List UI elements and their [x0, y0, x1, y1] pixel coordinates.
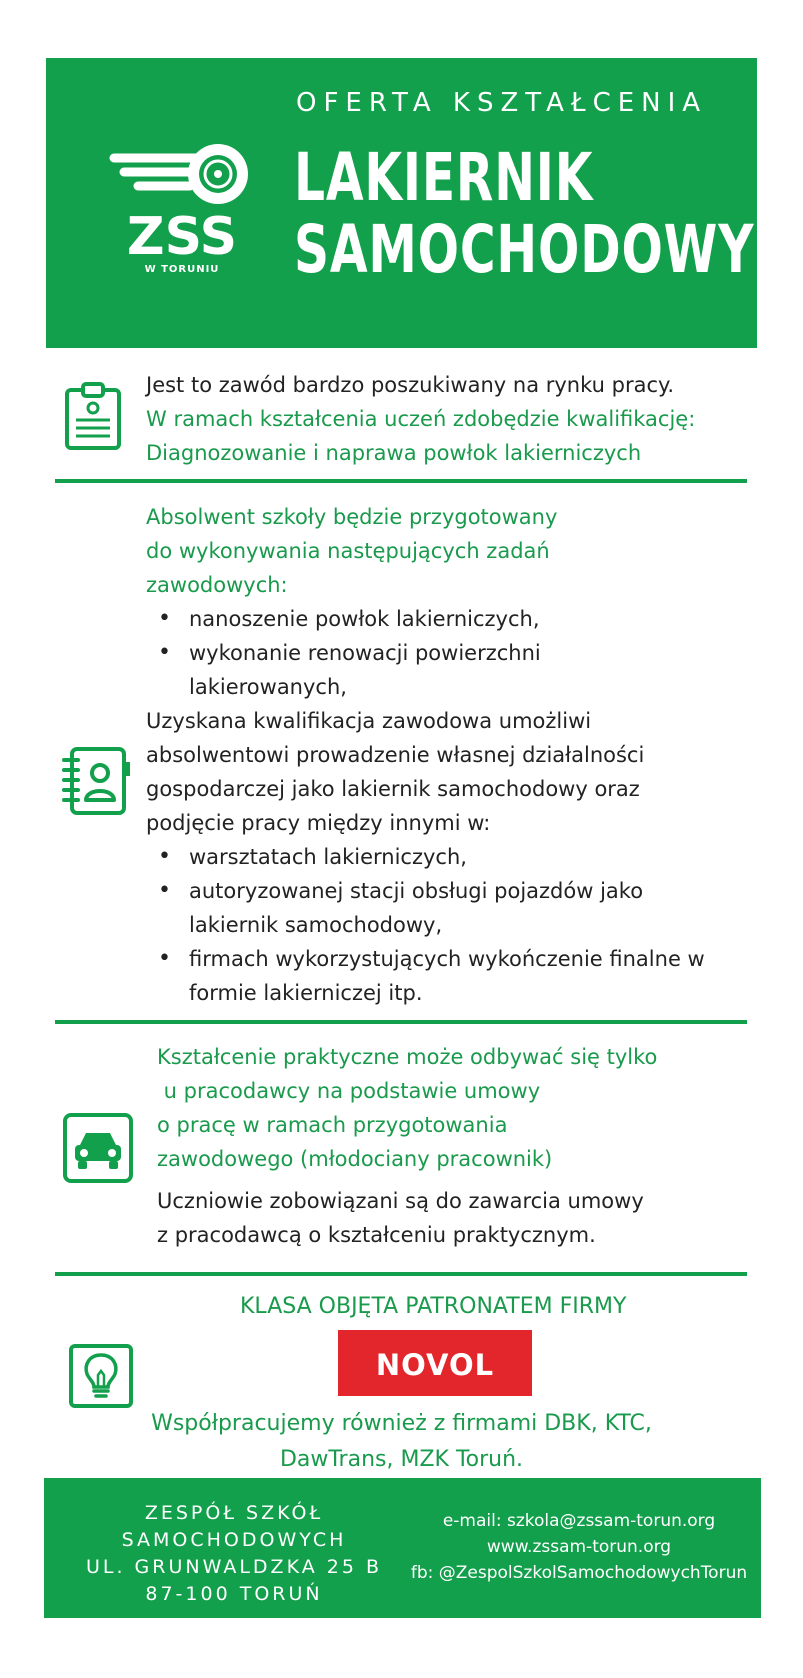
- practical-2: u pracodawcy na podstawie umowy: [157, 1079, 541, 1103]
- address-line: 87-100 TORUŃ: [145, 1583, 323, 1605]
- practical-1: Kształcenie praktyczne może odbywać się tylko: [157, 1045, 658, 1069]
- zss-logo: [106, 136, 256, 276]
- section-practical: [157, 1040, 657, 1252]
- qualification-para-2: absolwentowi prowadzenie własnej działalności: [146, 743, 645, 767]
- address-line: SAMOCHODOWYCH: [121, 1529, 347, 1551]
- cooperation: [46, 1406, 757, 1478]
- qualification-intro: W ramach kształcenia uczeń zdobędzie kwalifikację:: [146, 407, 696, 431]
- logo-subtext: W TORUNIU: [144, 264, 220, 275]
- email-link[interactable]: e-mail: szkola@zssam-torun.org: [442, 1511, 716, 1531]
- address-line: ZESPÓŁ SZKÓŁ: [144, 1502, 324, 1524]
- section-demand: [146, 368, 695, 470]
- qualification-para-4: podjęcie pracy między innymi w:: [146, 811, 491, 835]
- practical-3: o pracę w ramach przygotowania: [157, 1113, 508, 1137]
- footer: [44, 1478, 761, 1618]
- contract-1: Uczniowie zobowiązani są do zawarcia umowy: [157, 1189, 644, 1213]
- car-icon: [62, 1112, 134, 1184]
- practical-4: zawodowego (młodociany pracownik): [157, 1147, 553, 1171]
- lightbulb-icon: [68, 1343, 134, 1409]
- task-list: [146, 602, 729, 704]
- divider: [55, 1020, 747, 1024]
- cooperation-line-1: Współpracujemy również z firmami DBK, KTC,: [151, 1411, 652, 1436]
- demand-text: Jest to zawód bardzo poszukiwany na rynku pracy.: [146, 373, 675, 397]
- notebook-contact-icon: [62, 746, 132, 816]
- website-link[interactable]: www.zssam-torun.org: [486, 1537, 672, 1557]
- address-line: UL. GRUNWALDZKA 25 B: [85, 1556, 382, 1578]
- title-line-1: LAKIERNIK: [294, 139, 594, 216]
- header-subtitle: OFERTA KSZTAŁCENIA: [296, 88, 708, 118]
- qualification-para-1: Uzyskana kwalifikacja zawodowa umożliwi: [146, 709, 592, 733]
- graduate-intro-1: Absolwent szkoły będzie przygotowany: [146, 505, 558, 529]
- cooperation-line-2: DawTrans, MZK Toruń.: [279, 1447, 524, 1472]
- divider: [55, 479, 747, 483]
- list-item: • firmach wykorzystujących wykończenie finalne w formie lakierniczej itp.: [146, 942, 729, 1010]
- section-graduate: [146, 500, 729, 1010]
- header-banner: [46, 58, 757, 348]
- graduate-intro-3: zawodowych:: [146, 573, 288, 597]
- school-address: [74, 1500, 394, 1608]
- list-item: • wykonanie renowacji powierzchni lakierowanych,: [146, 636, 569, 704]
- patronage-heading: KLASA OBJĘTA PATRONATEM FIRMY: [240, 1294, 627, 1319]
- logo-text: ZSS: [126, 207, 238, 267]
- contract-2: z pracodawcą o kształceniu praktycznym.: [157, 1223, 596, 1247]
- facebook-link[interactable]: fb: @ZespolSzkolSamochodowychTorun: [410, 1563, 748, 1583]
- title-line-2: SAMOCHODOWY: [294, 211, 755, 288]
- list-item: • nanoszenie powłok lakierniczych,: [146, 602, 729, 636]
- contact-info: [384, 1508, 774, 1586]
- divider: [55, 1272, 747, 1276]
- qualification-name: Diagnozowanie i naprawa powłok lakierniczych: [146, 441, 642, 465]
- workplace-list: [146, 840, 729, 1010]
- novol-logo-text: NOVOL: [375, 1348, 495, 1382]
- qualification-para-3: gospodarczej jako lakiernik samochodowy oraz: [146, 777, 640, 801]
- page-title: [294, 139, 755, 288]
- list-item: • autoryzowanej stacji obsługi pojazdów jako lakiernik samochodowy,: [146, 874, 689, 942]
- clipboard-icon: [60, 382, 130, 452]
- graduate-intro-2: do wykonywania następujących zadań: [146, 539, 550, 563]
- list-item: • warsztatach lakierniczych,: [146, 840, 729, 874]
- novol-logo: [338, 1330, 532, 1396]
